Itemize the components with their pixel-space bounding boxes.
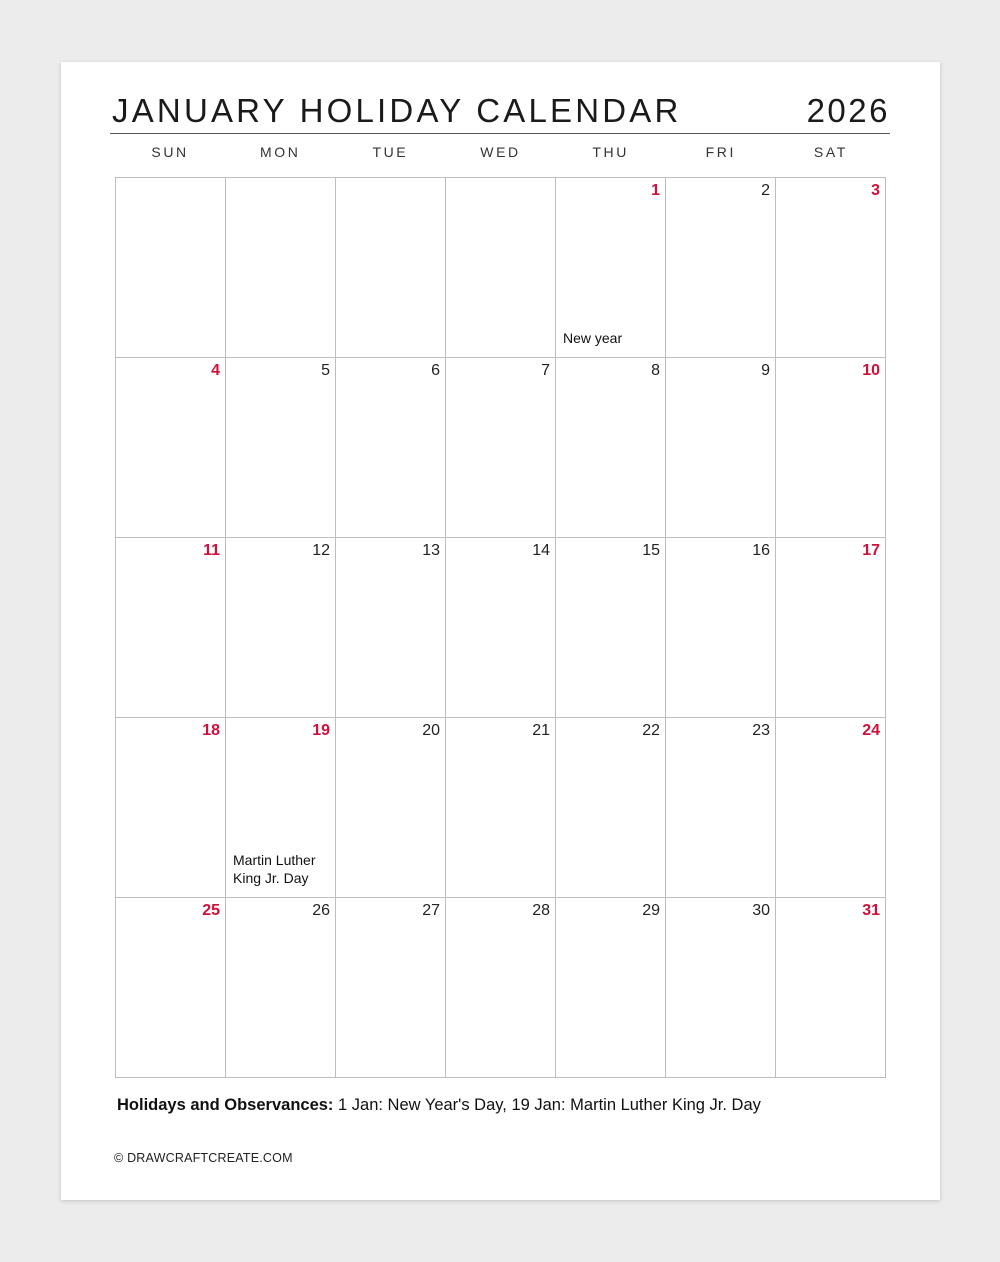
day-cell [116,718,226,898]
day-number: 10 [862,362,880,379]
calendar-title: JANUARY HOLIDAY CALENDAR [112,92,682,129]
day-number: 6 [431,362,440,379]
weekday-label: THU [592,144,629,160]
day-number: 13 [422,542,440,559]
day-cell [556,538,666,718]
day-cell [446,898,556,1078]
day-cell [336,718,446,898]
day-cell [116,178,226,358]
holidays-footer [117,1096,761,1115]
day-number: 7 [541,362,550,379]
weekday-label: SUN [151,144,189,160]
day-cell [556,718,666,898]
day-cell [226,718,336,898]
day-number: 5 [321,362,330,379]
day-cell [776,178,886,358]
day-cell [336,538,446,718]
calendar-grid [115,177,886,1078]
day-cell [446,538,556,718]
day-cell [776,538,886,718]
day-number: 4 [211,362,220,379]
day-number: 24 [862,722,880,739]
day-number: 8 [651,362,660,379]
holidays-list: 1 Jan: New Year's Day, 19 Jan: Martin Luther King Jr. Day [333,1096,761,1114]
day-cell [556,358,666,538]
weekday-label: SAT [813,144,848,160]
day-number: 28 [532,902,550,919]
day-cell [446,178,556,358]
day-cell [776,358,886,538]
day-cell [556,898,666,1078]
day-cell [776,718,886,898]
holiday-note: Martin Luther King Jr. Day [233,852,316,886]
day-cell [226,358,336,538]
day-number: 16 [752,542,770,559]
day-cell [666,718,776,898]
day-cell [336,358,446,538]
weekday-label: FRI [705,144,736,160]
day-cell [446,358,556,538]
day-number: 29 [642,902,660,919]
holiday-note: New year [563,330,623,346]
day-cell [666,178,776,358]
day-cell [116,538,226,718]
day-cell [446,718,556,898]
day-number: 18 [202,722,220,739]
day-number: 26 [312,902,330,919]
day-cell [776,898,886,1078]
day-number: 30 [752,902,770,919]
day-cell [226,538,336,718]
day-cell [336,898,446,1078]
holidays-label: Holidays and Observances: [117,1096,334,1114]
day-number: 21 [532,722,550,739]
day-number: 25 [202,902,220,919]
day-number: 17 [862,542,880,559]
day-number: 1 [651,182,660,199]
day-number: 11 [203,542,220,559]
day-cell [116,358,226,538]
day-number: 3 [871,182,880,199]
day-number: 15 [642,542,660,559]
day-number: 14 [532,542,550,559]
day-cell [666,538,776,718]
day-number: 20 [422,722,440,739]
day-cell [226,178,336,358]
day-number: 12 [312,542,330,559]
copyright-text: © DRAWCRAFTCREATE.COM [114,1151,293,1165]
weekday-header-row [115,144,886,162]
day-number: 19 [312,722,330,739]
weekday-label: TUE [372,144,409,160]
day-cell [116,898,226,1078]
day-number: 9 [761,362,770,379]
day-number: 31 [862,902,880,919]
day-number: 23 [752,722,770,739]
day-cell [556,178,666,358]
day-number: 2 [761,182,770,199]
weekday-label: WED [480,144,521,160]
day-cell [336,178,446,358]
day-number: 27 [422,902,440,919]
weekday-label: MON [259,144,301,160]
day-number: 22 [642,722,660,739]
title-divider [110,133,890,134]
day-cell [666,898,776,1078]
day-cell [226,898,336,1078]
day-cell [666,358,776,538]
calendar-year: 2026 [806,92,890,129]
